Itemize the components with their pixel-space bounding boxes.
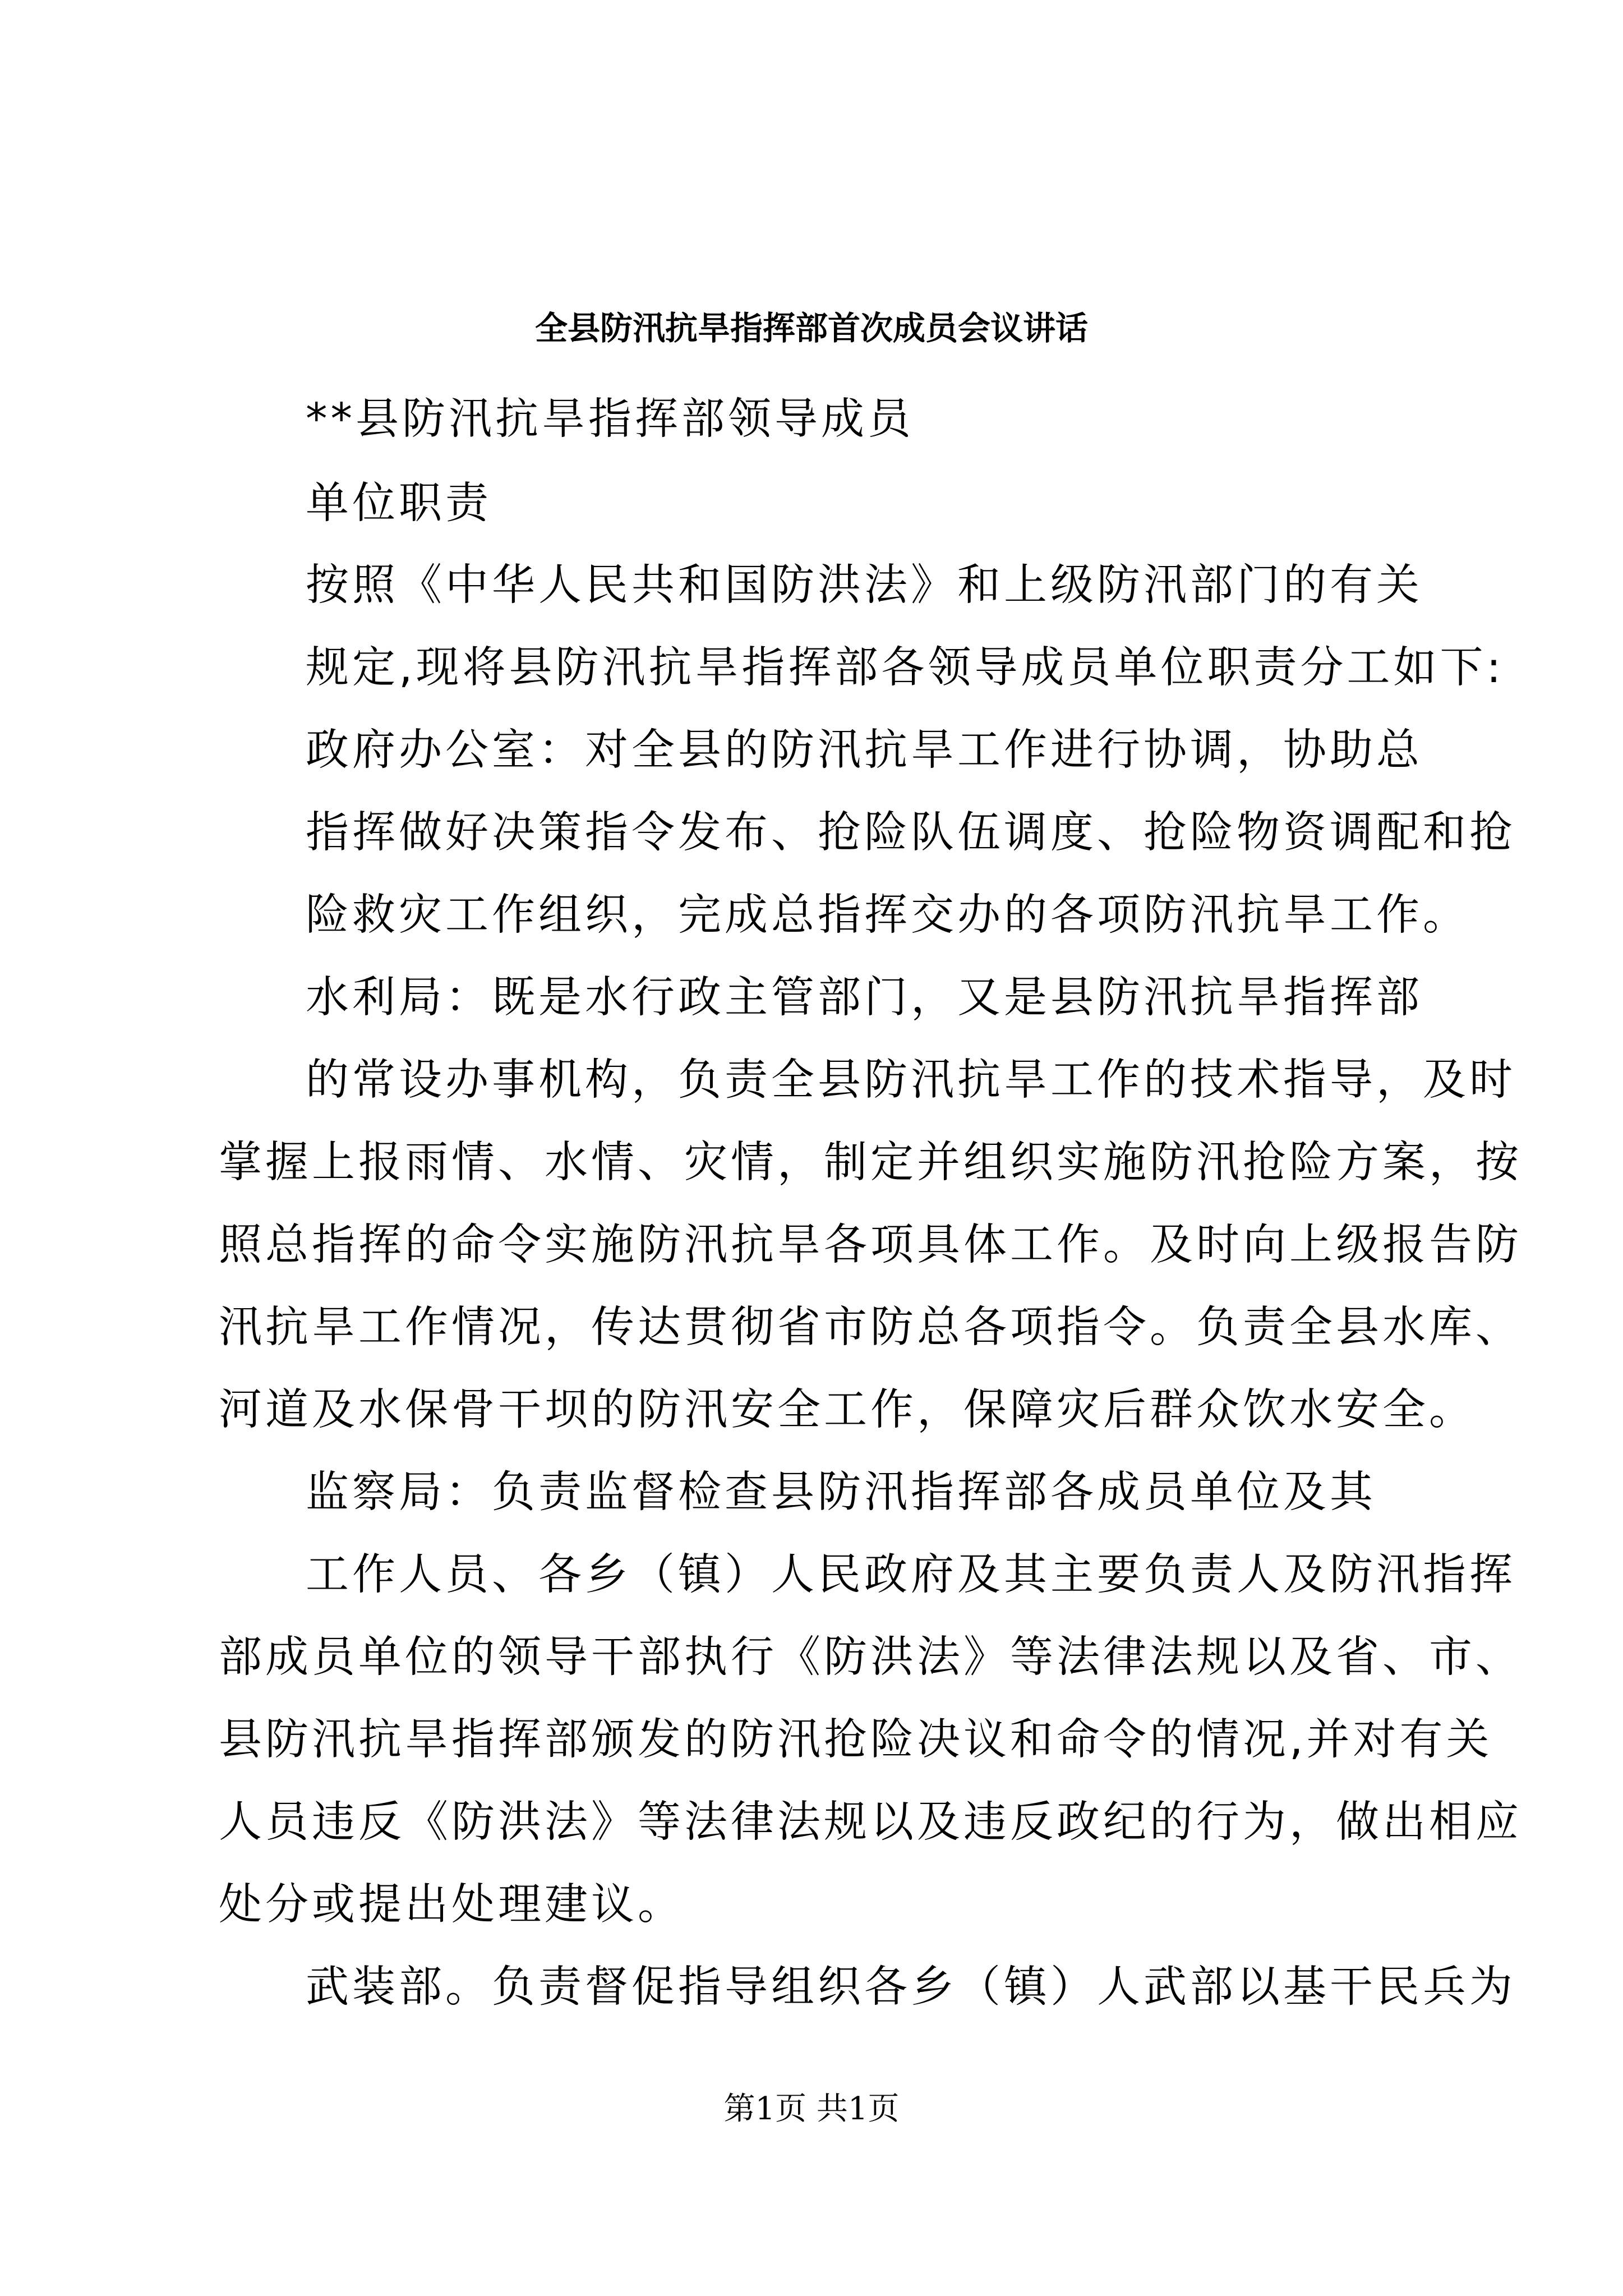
text-line: 的常设办事机构，负责全县防汛抗旱工作的技术指导，及时: [306, 1055, 1516, 1105]
text-line: 汛抗旱工作情况，传达贯彻省市防总各项指令。负责全县水库、: [219, 1303, 1522, 1352]
text-line: 指挥做好决策指令发布、抢险队伍调度、抢险物资调配和抢: [306, 808, 1516, 858]
text-line: 险救灾工作组织，完成总指挥交办的各项防汛抗旱工作。: [306, 890, 1469, 940]
text-line: 监察局：负责监督检查县防汛指挥部各成员单位及其: [306, 1467, 1376, 1517]
text-line: 单位职责: [306, 478, 492, 528]
text-line: 人员违反《防洪法》等法律法规以及违反政纪的行为，做出相应: [219, 1797, 1522, 1847]
document-title: 全县防汛抗旱指挥部首次成员会议讲话: [534, 309, 1088, 347]
text-line: 武装部。负责督促指导组织各乡（镇）人武部以基干民兵为: [306, 1962, 1516, 2012]
text-line: **县防汛抗旱指挥部领导成员: [306, 394, 914, 444]
text-line: 部成员单位的领导干部执行《防洪法》等法律法规以及省、市、: [219, 1632, 1522, 1682]
text-line: 按照《中华人民共和国防洪法》和上级防汛部门的有关: [306, 560, 1423, 610]
text-line: 照总指挥的命令实施防汛抗旱各项具体工作。及时向上级报告防: [219, 1220, 1522, 1270]
page-footer: 第1页 共1页: [723, 2091, 900, 2127]
text-line: 处分或提出处理建议。: [219, 1880, 684, 1930]
text-line: 县防汛抗旱指挥部颁发的防汛抢险决议和命令的情况,并对有关: [219, 1715, 1493, 1765]
text-line: 掌握上报雨情、水情、灾情，制定并组织实施防汛抢险方案，按: [219, 1138, 1522, 1188]
text-line: 政府办公室：对全县的防汛抗旱工作进行协调，协助总: [306, 725, 1423, 775]
text-line: 规定,现将县防汛抗旱指挥部各领导成员单位职责分工如下:: [306, 643, 1505, 693]
text-line: 河道及水保骨干坝的防汛安全工作，保障灾后群众饮水安全。: [219, 1385, 1476, 1435]
text-line: 工作人员、各乡（镇）人民政府及其主要负责人及防汛指挥: [306, 1550, 1516, 1600]
text-line: 水利局：既是水行政主管部门，又是县防汛抗旱指挥部: [306, 973, 1423, 1023]
